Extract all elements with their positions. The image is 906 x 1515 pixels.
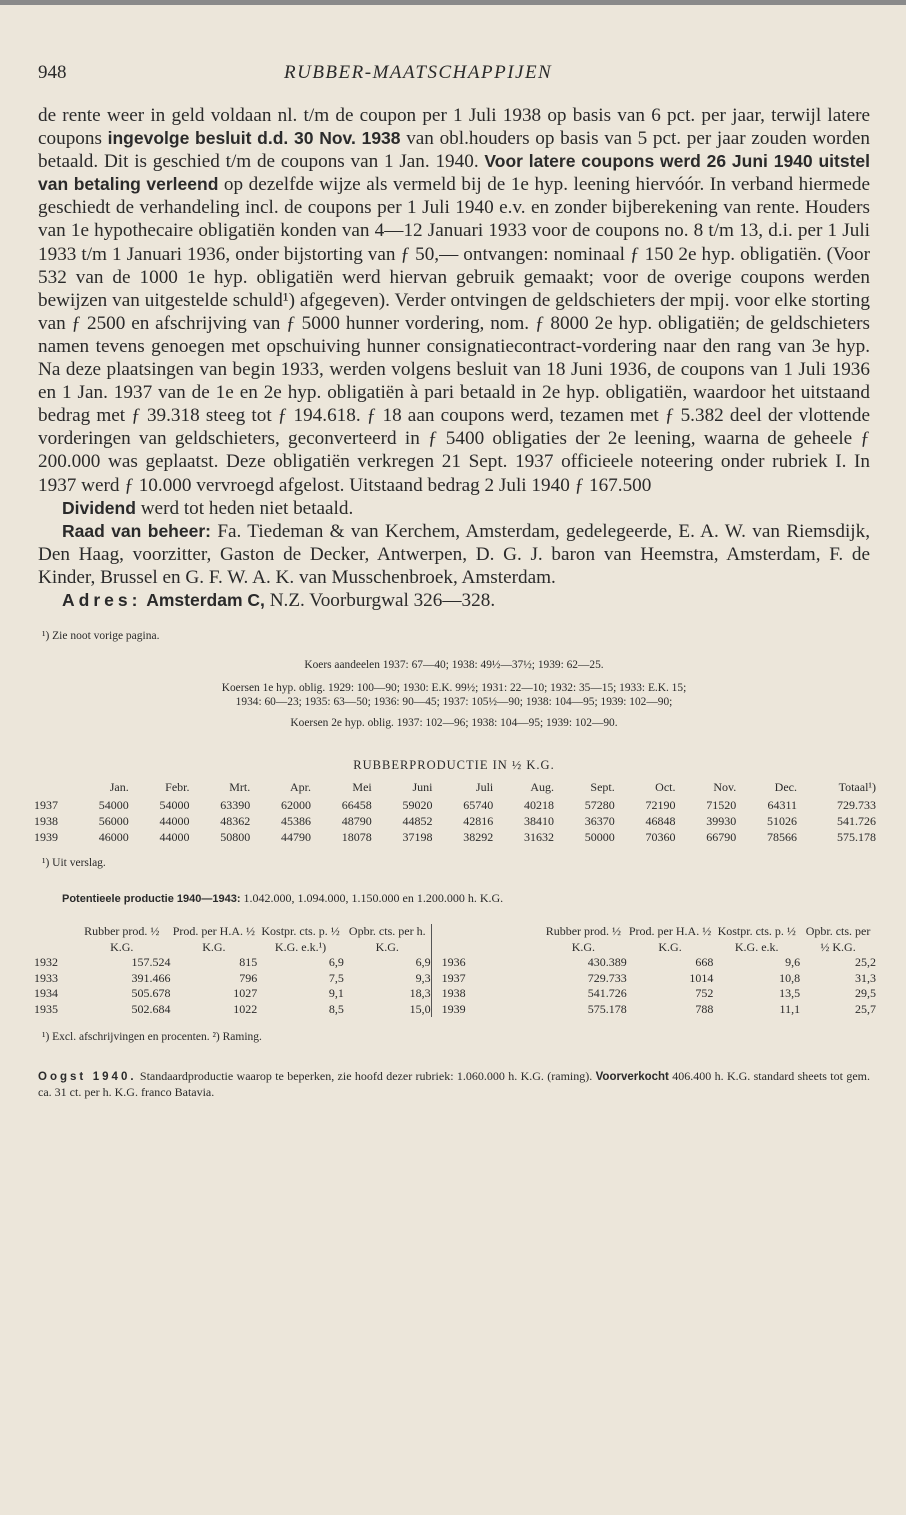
dividend-label: Dividend [62,497,136,518]
table-cell: 575.178 [837,830,876,845]
text-run: op dezelfde wijze als vermeld bij de 1e hyp. leening hiervóór. In verband hiermede geschiedt de verhandeling incl. de coupons per 1 Juli 1940 e.v. en zonder bijberekening van rente. Houders van 1e hypothecaire obligatiën konden van 4—12 Januari 1933 voor de coupons no. 8 t/m 13, d.i. per 1 Juli 1933 t/m 1 Januari 1936, onder bijstorting van ƒ 50,— ontvangen: nominaal ƒ 150 2e hyp. obligatiën. (Voor 532 van de 1000 1e hyp. obligatiën werd hiervan gebruik gemaakt; voor de overige coupons werden bewijzen van uitgestelde schuld¹) afgegeven). Verder ontvingen de geldschieters der mpij. voor elke storting van ƒ 2500 en afschrijving van ƒ 5000 hunner vordering, nom. ƒ 8000 2e hyp. obligatiën; de geldschieters namen tevens genoegen met opschuiving hunner consignatiecontract-vordering naar den rang van 3e hyp. Na deze plaatsingen van begin 1933, werden volgens besluit van 18 Juni 1936, de coupons van 1 Juli 1936 en 1 Jan. 1937 van de 1e en 2e hyp. obligatiën à pari betaald in 2e hyp. obligatiën, waardoor het uitstaand bedrag met ƒ 39.318 steeg tot ƒ 194.618. ƒ 18 aan coupons werd, tezamen met ƒ 5.382 deel der vlottende vorderingen van geldschieters, geconverteerd in ƒ 5400 obligaties der 2e leening, waarna de geheele ƒ 200.000 was geplaatst. Deze obligatiën verkregen 21 Sept. 1937 officieele noteering onder rubriek I. In 1937 werd ƒ 10.000 vervroegd afgelost. Uitstaand bedrag 2 Juli 1940 ƒ 167.500 [38,174,871,496]
production-table [34,779,876,845]
table-cell: 7,5 [328,970,344,985]
header-cell: Kostpr. cts. p. ½ K.G. e.k.¹) [261,924,340,954]
header-cell: Opbr. cts. per h. K.G. [344,924,431,955]
table-cell: 46000 [98,830,129,845]
table-cell: 42816 [463,814,494,829]
table-cell: 29,5 [855,986,876,1001]
table-cell: 70360 [645,830,676,845]
table-cell: 50800 [220,830,251,845]
potential-label: Potentieele productie 1940—1943: [62,893,241,906]
table-cell: 62000 [281,798,311,813]
table-cell: 18078 [341,830,372,845]
table-row [34,955,876,971]
table-cell: 1027 [233,986,258,1001]
bold-run: ingevolge besluit d.d. 30 Nov. 1938 [107,128,401,149]
table-cell: 788 [695,1001,714,1016]
text-run: van obl.houders op basis van 5 pct. per jaar zouden worden betaald. Dit is geschied t/m de coupons van 1 Jan. 1940. [38,128,870,173]
table-cell: 815 [239,955,258,970]
body-text [38,104,870,612]
table-cell: 66458 [341,798,372,813]
header-cell: Apr. [290,780,311,795]
scan-edge [0,0,906,5]
table-cell: 729.733 [837,798,876,813]
table-cell: 78566 [767,830,797,845]
header-cell: Juni [412,780,433,795]
table-cell: 48790 [341,814,372,829]
table-row [34,1002,876,1018]
footnote-1: ¹) Zie noot vorige pagina. [42,630,160,643]
table-cell: 45386 [281,814,311,829]
header-cell: Jan. [109,780,129,795]
table-cell: 31632 [524,830,554,845]
voorverkocht-label: Voorverkocht [595,1071,669,1084]
table-cell: 10,8 [779,970,801,985]
table-cell: 51026 [767,814,797,829]
table-cell: 39930 [706,814,737,829]
koers-aandeelen: Koers aandeelen 1937: 67—40; 1938: 49½—37½; 1939: 62—25. [304,659,604,672]
table-cell: 1939 [441,1001,466,1016]
table-cell: 1935 [34,1001,58,1016]
table-cell: 25,2 [855,955,876,970]
header-cell: Rubber prod. ½ K.G. [84,924,160,954]
raad-text: Fa. Tiedeman & van Kerchem, Amsterdam, gedelegeerde, E. A. W. van Riemsdijk, Den Haag, voorzitter, Gaston de Decker, Antwerpen, D. G. J. baron van Heemstra, Amsterdam, F. de Kinder, Brussel en G. F. W. A. K. van Musschenbroek, Amsterdam. [38,520,870,588]
table-row [34,986,876,1002]
table-cell: 505.678 [131,986,171,1001]
table-cell: 36370 [584,814,615,829]
header-cell [431,924,540,955]
table-cell: 44000 [159,814,190,829]
header-cell: Dec. [774,780,797,795]
table-cell: 59020 [402,798,433,813]
table-cell: 575.178 [587,1001,627,1016]
paragraph-raad [38,520,870,589]
oogst-text: Standaardproductie waarop te beperken, zie hoofd dezer rubriek: 1.060.000 h. K.G. (raming). [136,1069,596,1084]
table-cell: 64311 [767,798,797,813]
table-cell: 8,5 [328,1001,344,1016]
table-cell: 1022 [233,1001,258,1016]
table-cell: 38410 [524,814,554,829]
table-cell: 668 [695,955,714,970]
table-cell: 1937 [441,970,466,985]
header-cell: Opbr. cts. per ½ K.G. [805,924,871,954]
table-cell: 6,9 [328,955,344,970]
table-cell: 1933 [34,970,58,985]
table-cell: 66790 [706,830,737,845]
header-cell: Prod. per H.A. ½ K.G. [628,924,712,954]
oogst-1940 [38,1069,870,1100]
table-cell: 6,9 [344,955,431,971]
header-cell: Oct. [655,780,676,795]
table-cell: 31,3 [855,970,876,985]
table-cell: 38292 [463,830,494,845]
paragraph-coupons [38,104,870,497]
table-cell: 11,1 [779,1001,801,1016]
header-cell: Aug. [530,780,554,795]
voorverkocht-text: 406.400 h. K.G. standard sheets tot gem. ca. 31 ct. per h. K.G. franco Batavia. [38,1069,870,1100]
paragraph-dividend [38,497,870,520]
table-cell: 796 [239,970,258,985]
header-cell: Mrt. [229,780,251,795]
header-cell [34,779,68,797]
header-cell: Kostpr. cts. p. ½ K.G. e.k. [717,924,796,954]
table-cell: 541.726 [837,814,876,829]
table-cell: 157.524 [131,955,171,970]
table-cell: 13,5 [779,986,801,1001]
table-cell: 752 [695,986,714,1001]
koers-2e-hyp: Koersen 2e hyp. oblig. 1937: 102—96; 1938: 104—95; 1939: 102—90. [290,716,618,729]
potential-text: 1.042.000, 1.094.000, 1.150.000 en 1.200.000 h. K.G. [240,891,504,906]
running-head: RUBBER-MAATSCHAPPIJEN [284,62,553,83]
header-cell: Nov. [713,780,737,795]
adres-label: Adres: [62,589,142,610]
table-cell: 46848 [645,814,676,829]
header-cell: Totaal¹) [838,780,876,795]
koers-1e-hyp: Koersen 1e hyp. oblig. 1929: 100—90; 1930: E.K. 99½; 1931: 22—10; 1932: 35—15; 1933: E.K. 15; [221,681,687,694]
paragraph-adres [38,589,870,612]
header-cell: Febr. [165,780,190,795]
page-number: 948 [38,62,67,83]
table-cell: 1014 [689,970,714,985]
table-cell: 1937 [34,798,58,813]
table-cell: 50000 [584,830,615,845]
table-cell: 54000 [98,798,129,813]
table-cell: 56000 [98,814,129,829]
table-cell: 44790 [281,830,311,845]
table-cell: 18,3 [344,986,431,1002]
table-cell: 57280 [584,798,615,813]
koers-block [38,658,870,730]
table-cell: 1932 [34,955,58,970]
table-cell: 729.733 [587,970,627,985]
table-cell: 1938 [441,986,466,1001]
table-cell: 9,6 [785,955,801,970]
table-cell: 65740 [463,798,494,813]
summary-footnote: ¹) Excl. afschrijvingen en procenten. ²) Raming. [42,1031,262,1044]
summary-table [34,924,876,1017]
header-cell: Rubber prod. ½ K.G. [545,924,622,954]
table-cell: 54000 [159,798,190,813]
potential-production [62,891,870,906]
production-title: RUBBERPRODUCTIE IN ½ K.G. [353,758,555,773]
production-header-row [34,779,876,797]
header-cell [34,924,73,955]
table-cell: 1934 [34,986,58,1001]
table-cell: 40218 [524,798,554,813]
table-cell: 37198 [402,830,433,845]
production-footnote: ¹) Uit verslag. [42,857,106,870]
summary-header-row [34,924,876,955]
table-cell: 9,1 [328,986,344,1001]
table-cell: 72190 [645,798,676,813]
table-cell: 541.726 [587,986,627,1001]
header-cell: Sept. [590,780,615,795]
table-row [34,797,876,813]
table-cell: 9,3 [344,971,431,987]
adres-text: N.Z. Voorburgwal 326—328. [264,589,496,611]
table-row [34,971,876,987]
oogst-label: Oogst 1940. [38,1071,137,1084]
table-cell: 391.466 [131,970,171,985]
header-cell: Prod. per H.A. ½ K.G. [172,924,256,954]
table-cell: 1939 [34,830,58,845]
table-cell: 48362 [220,814,251,829]
adres-city: Amsterdam C, [146,589,265,610]
table-cell: 502.684 [131,1001,171,1016]
header-cell: Juli [475,780,494,795]
table-cell: 1938 [34,814,58,829]
table-cell: 25,7 [855,1001,876,1016]
table-cell: 15,0 [344,1002,431,1018]
table-cell: 44852 [402,814,433,829]
raad-label: Raad van beheer: [62,520,211,541]
page [34,62,876,1100]
table-row [34,813,876,829]
table-cell: 63390 [220,798,251,813]
table-cell: 44000 [159,830,190,845]
table-row [34,829,876,845]
table-cell: 71520 [706,798,737,813]
koers-1e-hyp-cont: 1934: 60—23; 1935: 63—50; 1936: 90—45; 1937: 105½—90; 1938: 104—95; 1939: 102—90; [235,696,673,709]
text-run: de rente weer in geld voldaan nl. t/m de coupon per 1 Juli 1938 op basis van 6 pct. per jaar, terwijl latere coupons [38,105,870,150]
header-cell: Mei [352,780,372,795]
bold-run: Voor latere coupons werd 26 Juni 1940 uitstel van betaling verleend [38,151,870,195]
table-cell: 430.389 [587,955,627,970]
dividend-text: werd tot heden niet betaald. [135,497,354,519]
table-cell: 1936 [441,955,466,970]
page-header [38,62,870,90]
